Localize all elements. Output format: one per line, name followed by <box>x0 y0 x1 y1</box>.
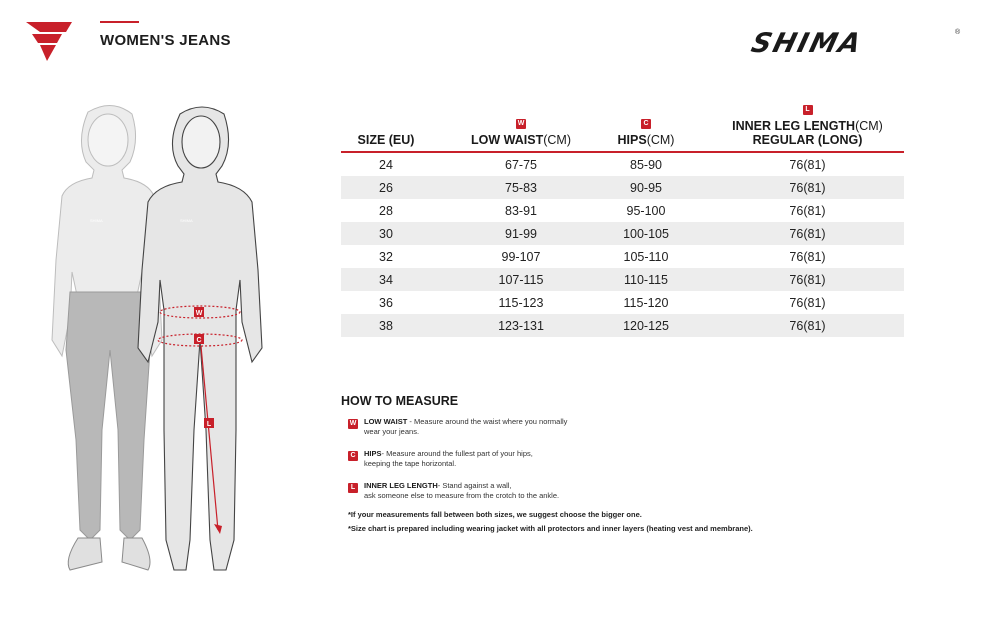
shima-logo-mark-icon <box>26 20 74 62</box>
brand-logo: SHIMA <box>748 28 866 59</box>
measure-hips-label: HIPS <box>364 449 382 458</box>
table-row <box>341 176 904 199</box>
header-waist-unit: (CM) <box>543 133 571 147</box>
measure-leg-line2: ask someone else to measure from the crotch to the ankle. <box>364 491 560 500</box>
cell-size: 32 <box>379 250 393 264</box>
cell-leg: 76(81) <box>789 319 826 333</box>
waist-badge-icon: W <box>349 420 357 427</box>
cell-leg: 76(81) <box>789 250 826 264</box>
measure-hips-text <box>364 449 624 469</box>
shirt-logo-left: SHIMA <box>90 218 103 223</box>
sneakers <box>68 538 150 570</box>
cell-hips: 110-115 <box>623 273 669 287</box>
jeans <box>66 292 150 540</box>
page-title: WOMEN'S JEANS <box>100 32 231 49</box>
cell-hips: 90-95 <box>630 181 662 195</box>
table-row <box>341 199 904 222</box>
table-row <box>341 153 904 176</box>
hips-badge-icon: C <box>348 451 358 461</box>
measure-waist-text <box>364 417 624 437</box>
measure-waist-line1: - Measure around the waist where you normally <box>407 417 568 426</box>
cell-leg: 76(81) <box>789 158 826 172</box>
measure-leg-text <box>364 481 644 501</box>
waist-badge-icon: W <box>517 120 525 127</box>
measure-leg-label: INNER LEG LENGTH <box>364 481 438 490</box>
table-row <box>341 314 904 337</box>
brand-registered-mark: ® <box>955 29 961 36</box>
cell-hips: 100-105 <box>623 227 669 241</box>
cell-size: 26 <box>379 181 393 195</box>
cell-waist: 83-91 <box>505 204 537 218</box>
measurement-figures-illustration <box>30 100 275 585</box>
shirt-logo-right: SHIMA <box>180 218 193 223</box>
note-between-sizes: *If your measurements fall between both sizes, we suggest choose the bigger one. <box>348 510 642 519</box>
title-accent-rule <box>100 21 139 23</box>
size-table <box>341 107 904 337</box>
measure-hips-line1: - Measure around the fullest part of your hips, <box>381 449 533 458</box>
cell-hips: 115-120 <box>623 296 669 310</box>
leg-marker-label: L <box>206 421 212 428</box>
table-row <box>341 291 904 314</box>
table-row <box>341 245 904 268</box>
cell-leg: 76(81) <box>789 273 826 287</box>
leg-badge-icon: L <box>803 105 813 115</box>
how-to-measure-title: HOW TO MEASURE <box>341 394 459 408</box>
header-size-label: SIZE (EU) <box>357 133 415 147</box>
cell-waist: 75-83 <box>505 181 537 195</box>
cell-size: 28 <box>379 204 393 218</box>
header-hips-label: HIPS <box>617 133 647 147</box>
measure-waist-label: LOW WAIST <box>364 417 408 426</box>
cell-size: 36 <box>379 296 393 310</box>
cell-leg: 76(81) <box>789 296 826 310</box>
cell-hips: 85-90 <box>630 158 662 172</box>
table-row <box>341 222 904 245</box>
header-leg-sub: REGULAR (LONG) <box>752 133 863 147</box>
header-inner-leg <box>711 105 904 147</box>
cell-hips: 120-125 <box>623 319 669 333</box>
cell-size: 30 <box>379 227 393 241</box>
cell-leg: 76(81) <box>789 204 826 218</box>
cell-waist: 99-107 <box>501 250 541 264</box>
cell-leg: 76(81) <box>789 227 826 241</box>
cell-hips: 105-110 <box>623 250 669 264</box>
header-low-waist <box>446 119 596 147</box>
cell-waist: 67-75 <box>505 158 537 172</box>
table-row <box>341 268 904 291</box>
waist-marker-label: W <box>195 310 203 317</box>
header-size <box>341 133 431 147</box>
cell-size: 24 <box>379 158 393 172</box>
measure-waist-line2: wear your jeans. <box>364 427 420 436</box>
hips-marker-label: C <box>196 337 202 344</box>
cell-waist: 115-123 <box>498 296 544 310</box>
header-leg-label: INNER LEG LENGTH <box>732 119 856 133</box>
header-hips <box>581 119 711 147</box>
leg-badge-icon: L <box>348 483 358 493</box>
table-header <box>341 107 904 153</box>
header-waist-label: LOW WAIST <box>471 133 544 147</box>
measure-leg-line1: - Stand against a wall, <box>437 481 512 490</box>
note-size-chart-layers: *Size chart is prepared including wearing jacket with all protectors and inner layers (heating vest and membrane). <box>348 524 753 533</box>
cell-waist: 123-131 <box>498 319 544 333</box>
cell-size: 38 <box>379 319 393 333</box>
cell-hips: 95-100 <box>626 204 666 218</box>
header-hips-unit: (CM) <box>646 133 675 147</box>
cell-leg: 76(81) <box>789 181 826 195</box>
cell-waist: 107-115 <box>498 273 544 287</box>
cell-waist: 91-99 <box>505 227 537 241</box>
measure-hips-line2: keeping the tape horizontal. <box>364 459 457 468</box>
hips-badge-icon: C <box>641 119 651 129</box>
cell-size: 34 <box>379 273 393 287</box>
header-leg-unit: (CM) <box>855 119 883 133</box>
